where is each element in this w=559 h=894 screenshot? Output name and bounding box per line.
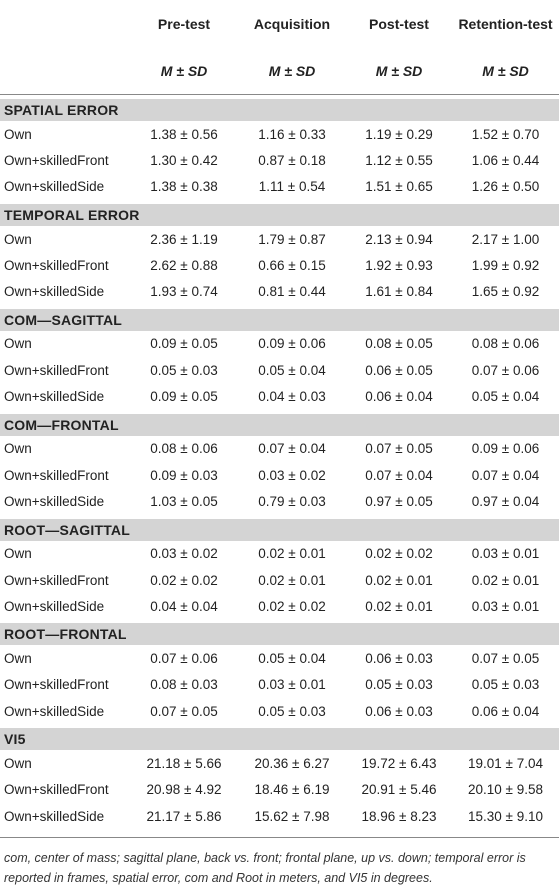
value-cell: 1.65 ± 0.92 — [471, 284, 540, 300]
value-cell: 0.02 ± 0.02 — [258, 598, 326, 614]
column-header-post-test: Post-test — [369, 15, 429, 32]
table-row — [0, 462, 559, 488]
value-cell: 0.03 ± 0.02 — [150, 546, 218, 562]
value-cell: 0.06 ± 0.04 — [365, 389, 433, 405]
value-cell: 0.06 ± 0.05 — [365, 362, 433, 378]
value-cell: 0.05 ± 0.04 — [258, 651, 326, 667]
value-cell: 18.46 ± 6.19 — [254, 782, 330, 798]
empty-header-cell — [0, 0, 130, 47]
value-cell: 0.05 ± 0.04 — [258, 362, 326, 378]
value-cell: 18.96 ± 8.23 — [361, 808, 437, 824]
subheader-cell: M ± SD — [130, 47, 238, 95]
value-cell: 0.06 ± 0.03 — [365, 703, 433, 719]
value-cell: 0.87 ± 0.18 — [258, 152, 326, 168]
value-cell: 0.09 ± 0.06 — [258, 336, 326, 352]
value-cell: 21.17 ± 5.86 — [146, 808, 222, 824]
value-cell: 0.02 ± 0.02 — [365, 546, 433, 562]
table-row — [0, 777, 559, 803]
table-row — [0, 593, 559, 619]
value-cell: 19.01 ± 7.04 — [468, 755, 543, 771]
value-cell: 0.05 ± 0.03 — [258, 703, 326, 719]
row-label: Own+skilledSide — [4, 389, 105, 405]
table-row — [0, 672, 559, 698]
value-cell: 15.62 ± 7.98 — [254, 808, 330, 824]
value-cell: 0.02 ± 0.01 — [258, 572, 326, 588]
table-row — [0, 331, 559, 357]
value-cell: 1.19 ± 0.29 — [365, 126, 433, 142]
section-header-row — [0, 204, 559, 226]
table-row — [0, 436, 559, 462]
table-row — [0, 278, 559, 304]
section-header-row — [0, 99, 559, 121]
value-cell: 0.81 ± 0.44 — [258, 284, 326, 300]
table-footnote: com, center of mass; sagittal plane, back vs. front; frontal plane, up vs. down; temporal error is reported in frames, spatial error, com and Root in meters, and VI5 in degrees. — [0, 837, 559, 888]
row-label: Own+skilledSide — [4, 284, 105, 300]
value-cell: 0.09 ± 0.06 — [471, 441, 540, 457]
value-cell: 0.04 ± 0.04 — [150, 598, 218, 614]
value-cell: 2.62 ± 0.88 — [150, 257, 218, 273]
value-cell: 0.03 ± 0.01 — [258, 677, 326, 693]
value-cell: 0.07 ± 0.06 — [471, 362, 540, 378]
table-row — [0, 698, 559, 724]
value-cell: 0.07 ± 0.04 — [258, 441, 326, 457]
value-cell: 1.03 ± 0.05 — [150, 493, 218, 509]
value-cell: 0.05 ± 0.04 — [471, 389, 540, 405]
row-label: Own+skilledFront — [4, 362, 109, 378]
row-label: Own+skilledSide — [4, 598, 105, 614]
value-cell: 1.38 ± 0.56 — [150, 126, 218, 142]
section-title: TEMPORAL ERROR — [0, 204, 559, 226]
value-cell: 1.26 ± 0.50 — [471, 179, 540, 195]
row-label: Own+skilledFront — [4, 257, 109, 273]
value-cell: 0.08 ± 0.06 — [471, 336, 540, 352]
section-title: COM—SAGITTAL — [0, 309, 559, 331]
section-header-row — [0, 414, 559, 436]
row-label: Own+skilledFront — [4, 572, 109, 588]
row-label: Own — [4, 651, 32, 667]
value-cell: 19.72 ± 6.43 — [361, 755, 437, 771]
row-label: Own+skilledFront — [4, 467, 109, 483]
value-cell: 0.05 ± 0.03 — [365, 677, 433, 693]
value-cell: 0.02 ± 0.01 — [365, 598, 433, 614]
value-cell: 0.09 ± 0.05 — [150, 389, 218, 405]
value-cell: 1.93 ± 0.74 — [150, 284, 218, 300]
table-row — [0, 488, 559, 514]
subheader-row — [0, 47, 559, 95]
value-cell: 0.03 ± 0.01 — [471, 598, 540, 614]
value-cell: 0.07 ± 0.06 — [150, 651, 218, 667]
value-cell: 20.91 ± 5.46 — [361, 782, 437, 798]
value-cell: 0.08 ± 0.06 — [150, 441, 218, 457]
value-cell: 0.97 ± 0.04 — [471, 493, 540, 509]
value-cell: 1.12 ± 0.55 — [365, 152, 433, 168]
column-header-acquisition: Acquisition — [253, 15, 331, 32]
value-cell: 0.09 ± 0.05 — [150, 336, 218, 352]
row-label: Own — [4, 546, 32, 562]
value-cell: 0.05 ± 0.03 — [471, 677, 540, 693]
value-cell: 15.30 ± 9.10 — [468, 808, 543, 824]
value-cell: 0.08 ± 0.05 — [365, 336, 433, 352]
value-cell: 1.79 ± 0.87 — [258, 231, 326, 247]
value-cell: 0.79 ± 0.03 — [258, 493, 326, 509]
row-label: Own+skilledSide — [4, 179, 105, 195]
row-label: Own — [4, 755, 32, 771]
column-header-pre-test: Pre-test — [157, 15, 211, 32]
table-row — [0, 226, 559, 252]
subheader-cell: M ± SD — [238, 47, 346, 95]
empty-subheader-cell — [0, 47, 130, 95]
table-row — [0, 803, 559, 829]
subheader-cell: M ± SD — [346, 47, 452, 95]
table-row — [0, 252, 559, 278]
value-cell: 0.02 ± 0.01 — [471, 572, 540, 588]
section-title: ROOT—SAGITTAL — [0, 519, 559, 541]
value-cell: 1.16 ± 0.33 — [258, 126, 326, 142]
row-label: Own+skilledFront — [4, 677, 109, 693]
section-title: SPATIAL ERROR — [0, 99, 559, 121]
value-cell: 0.09 ± 0.03 — [150, 467, 218, 483]
value-cell: 1.99 ± 0.92 — [471, 257, 540, 273]
value-cell: 0.05 ± 0.03 — [150, 362, 218, 378]
row-label: Own+skilledSide — [4, 808, 105, 824]
column-header-row — [0, 0, 559, 47]
value-cell: 0.06 ± 0.03 — [365, 651, 433, 667]
table-row — [0, 383, 559, 409]
table-row — [0, 121, 559, 147]
value-cell: 0.07 ± 0.05 — [365, 441, 433, 457]
value-cell: 0.07 ± 0.04 — [471, 467, 540, 483]
subheader-cell: M ± SD — [452, 47, 559, 95]
value-cell: 1.30 ± 0.42 — [150, 152, 218, 168]
value-cell: 0.07 ± 0.05 — [471, 651, 540, 667]
table-row — [0, 357, 559, 383]
value-cell: 20.10 ± 9.58 — [468, 782, 543, 798]
value-cell: 1.06 ± 0.44 — [471, 152, 540, 168]
row-label: Own — [4, 126, 32, 142]
value-cell: 2.13 ± 0.94 — [365, 231, 433, 247]
value-cell: 20.36 ± 6.27 — [254, 755, 330, 771]
value-cell: 20.98 ± 4.92 — [146, 782, 222, 798]
row-label: Own+skilledFront — [4, 152, 109, 168]
row-label: Own+skilledSide — [4, 493, 105, 509]
value-cell: 0.03 ± 0.02 — [258, 467, 326, 483]
section-header-row — [0, 623, 559, 645]
table-body — [0, 95, 559, 830]
row-label: Own — [4, 336, 32, 352]
column-header-retention-test: Retention-test — [458, 15, 553, 32]
value-cell: 0.07 ± 0.04 — [365, 467, 433, 483]
section-header-row — [0, 309, 559, 331]
table-row — [0, 645, 559, 671]
value-cell: 0.07 ± 0.05 — [150, 703, 218, 719]
value-cell: 0.08 ± 0.03 — [150, 677, 218, 693]
value-cell: 2.17 ± 1.00 — [471, 231, 540, 247]
value-cell: 2.36 ± 1.19 — [150, 231, 218, 247]
value-cell: 1.11 ± 0.54 — [258, 179, 326, 195]
value-cell: 0.66 ± 0.15 — [258, 257, 326, 273]
section-title: COM—FRONTAL — [0, 414, 559, 436]
row-label: Own+skilledFront — [4, 782, 109, 798]
table-row — [0, 147, 559, 173]
value-cell: 21.18 ± 5.66 — [146, 755, 222, 771]
value-cell: 0.97 ± 0.05 — [365, 493, 433, 509]
value-cell: 1.61 ± 0.84 — [365, 284, 433, 300]
value-cell: 1.38 ± 0.38 — [150, 179, 218, 195]
table-row — [0, 541, 559, 567]
section-header-row — [0, 728, 559, 750]
table-row — [0, 567, 559, 593]
table-row — [0, 750, 559, 776]
value-cell: 1.52 ± 0.70 — [471, 126, 540, 142]
value-cell: 1.51 ± 0.65 — [365, 179, 433, 195]
row-label: Own+skilledSide — [4, 703, 105, 719]
section-title: ROOT—FRONTAL — [0, 623, 559, 645]
section-header-row — [0, 519, 559, 541]
value-cell: 0.02 ± 0.01 — [258, 546, 326, 562]
row-label: Own — [4, 441, 32, 457]
section-title: VI5 — [0, 728, 559, 750]
row-label: Own — [4, 231, 32, 247]
table-row — [0, 174, 559, 200]
value-cell: 0.04 ± 0.03 — [258, 389, 326, 405]
value-cell: 0.02 ± 0.02 — [150, 572, 218, 588]
value-cell: 0.06 ± 0.04 — [471, 703, 540, 719]
value-cell: 0.03 ± 0.01 — [471, 546, 540, 562]
value-cell: 0.02 ± 0.01 — [365, 572, 433, 588]
value-cell: 1.92 ± 0.93 — [365, 257, 433, 273]
